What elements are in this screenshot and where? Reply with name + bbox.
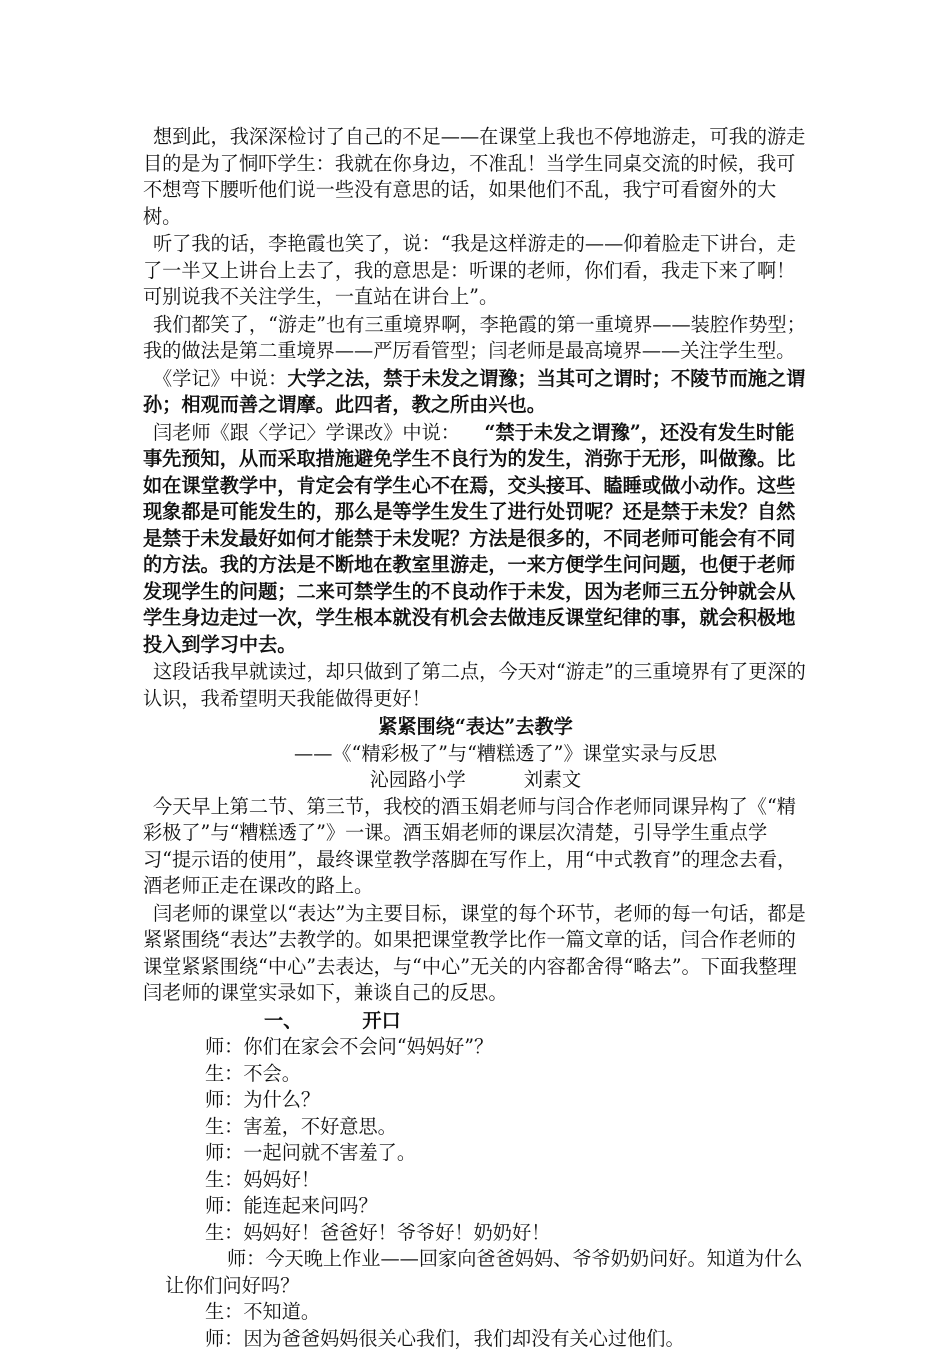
document-page (143, 124, 808, 1352)
paragraph-closing (143, 659, 808, 712)
quote-prefix: 《学记》中说： (153, 367, 287, 390)
school-name: 沁园路小学 (370, 768, 466, 791)
paragraph-text: 闫老师的课堂以“表达”为主要目标，课堂的每个环节，老师的每一句话，都是紧紧围绕“表达”去教学的。如果把课堂教学比作一篇文章的话，闫合作老师的课堂紧紧围绕“中心”去表达，与“中心”无关的内容都舍得“略去”。下面我整理闫老师的课堂实录如下，兼谈自己的反思。 (143, 902, 806, 1005)
dialogue-line: 师：因为爸爸妈妈很关心我们，我们却没有关心过他们。 (143, 1326, 808, 1352)
author-name: 刘素文 (524, 768, 582, 791)
section-name: 开口 (362, 1009, 400, 1032)
paragraph-text: 想到此，我深深检讨了自己的不足——在课堂上我也不停地游走，可我的游走目的是为了恫吓学生：我就在你身边，不准乱！当学生同桌交流的时候，我可不想弯下腰听他们说一些没有意思的话，如果他们不乱，我宁可看窗外的大树。 (143, 125, 805, 228)
dialogue-line: 生：妈妈好！ (143, 1167, 808, 1194)
dialogue-line: 生：不知道。 (143, 1299, 808, 1326)
section-heading (143, 1008, 808, 1035)
paragraph-intro-2 (143, 901, 808, 1007)
paragraph-xueji-quote (143, 366, 808, 419)
dialogue-line: 师：你们在家会不会问“妈妈好”？ (143, 1034, 808, 1061)
dialogue-line: 生：害羞，不好意思。 (143, 1114, 808, 1141)
dialogue-line-homework: 师：今天晚上作业——回家向爸爸妈妈、爷爷奶奶问好。知道为什么让你们问好吗？ (165, 1246, 808, 1299)
dialogue-line: 师：为什么？ (143, 1087, 808, 1114)
paragraph-three-levels (143, 312, 808, 365)
quote-bold-text: 大学之法，禁于未发之谓豫；当其可之谓时；不陵节而施之谓孙；相观而善之谓摩。此四者，教之所由兴也。 (143, 367, 805, 417)
paragraph-yan-quote (143, 420, 808, 659)
paragraph-reflection (143, 124, 808, 230)
quote-bold-text: “禁于未发之谓豫”，还没有发生时能事先预知，从而采取措施避免学生不良行为的发生，消弥于无形，叫做豫。比如在课堂教学中，肯定会有学生心不在焉，交头接耳、瞌睡或做小动作。这些现象都是可能发生的，那么是等学生发生了进行处罚呢？还是禁于未发？自然是禁于未发最好如何才能禁于未发呢？方法是很多的，不同老师可能会有不同的方法。我的方法是不断地在教室里游走，一来方便学生问问题，也便于老师发现学生的问题；二来可禁学生的不良动作于未发，因为老师三五分钟就会从学生身边走过一次，学生根本就没有机会去做违反课堂纪律的事，就会积极地投入到学习中去。 (143, 421, 795, 656)
article-title: 紧紧围绕“表达”去教学 (143, 714, 808, 741)
paragraph-text: 这段话我早就读过，却只做到了第二点，今天对“游走”的三重境界有了更深的认识，我希望明天我能做得更好！ (143, 660, 806, 710)
dialogue-line: 师：能连起来问吗？ (143, 1193, 808, 1220)
paragraph-text: 我们都笑了，“游走”也有三重境界啊，李艳霞的第一重境界——装腔作势型；我的做法是第二重境界——严厉看管型；闫老师是最高境界——关注学生型。 (143, 313, 806, 363)
quote-prefix: 闫老师《跟〈学记〉学课改》中说： (153, 421, 460, 444)
paragraph-intro-1 (143, 794, 808, 900)
paragraph-text: 听了我的话，李艳霞也笑了，说：“我是这样游走的——仰着脸走下讲台，走了一半又上讲台上去了，我的意思是：听课的老师，你们看，我走下来了啊！可别说我不关注学生，一直站在讲台上”。 (143, 232, 796, 308)
dialogue-line: 师：一起问就不害羞了。 (143, 1140, 808, 1167)
dialogue-line: 生：妈妈好！爸爸好！爷爷好！奶奶好！ (143, 1220, 808, 1247)
paragraph-text: 今天早上第二节、第三节，我校的酒玉娟老师与闫合作老师同课异构了《“精彩极了”与“糟糕透了”》一课。酒玉娟老师的课层次清楚，引导学生重点学习“提示语的使用”，最终课堂教学落脚在写作上，用“中式教育”的理念去看，酒老师正走在课改的路上。 (143, 795, 796, 898)
section-number: 一、 (264, 1009, 302, 1032)
paragraph-li-yanxia (143, 231, 808, 311)
article-byline (143, 767, 808, 794)
article-subtitle: ——《“精彩极了”与“糟糕透了”》课堂实录与反思 (203, 741, 808, 768)
dialogue-line: 生：不会。 (143, 1061, 808, 1088)
